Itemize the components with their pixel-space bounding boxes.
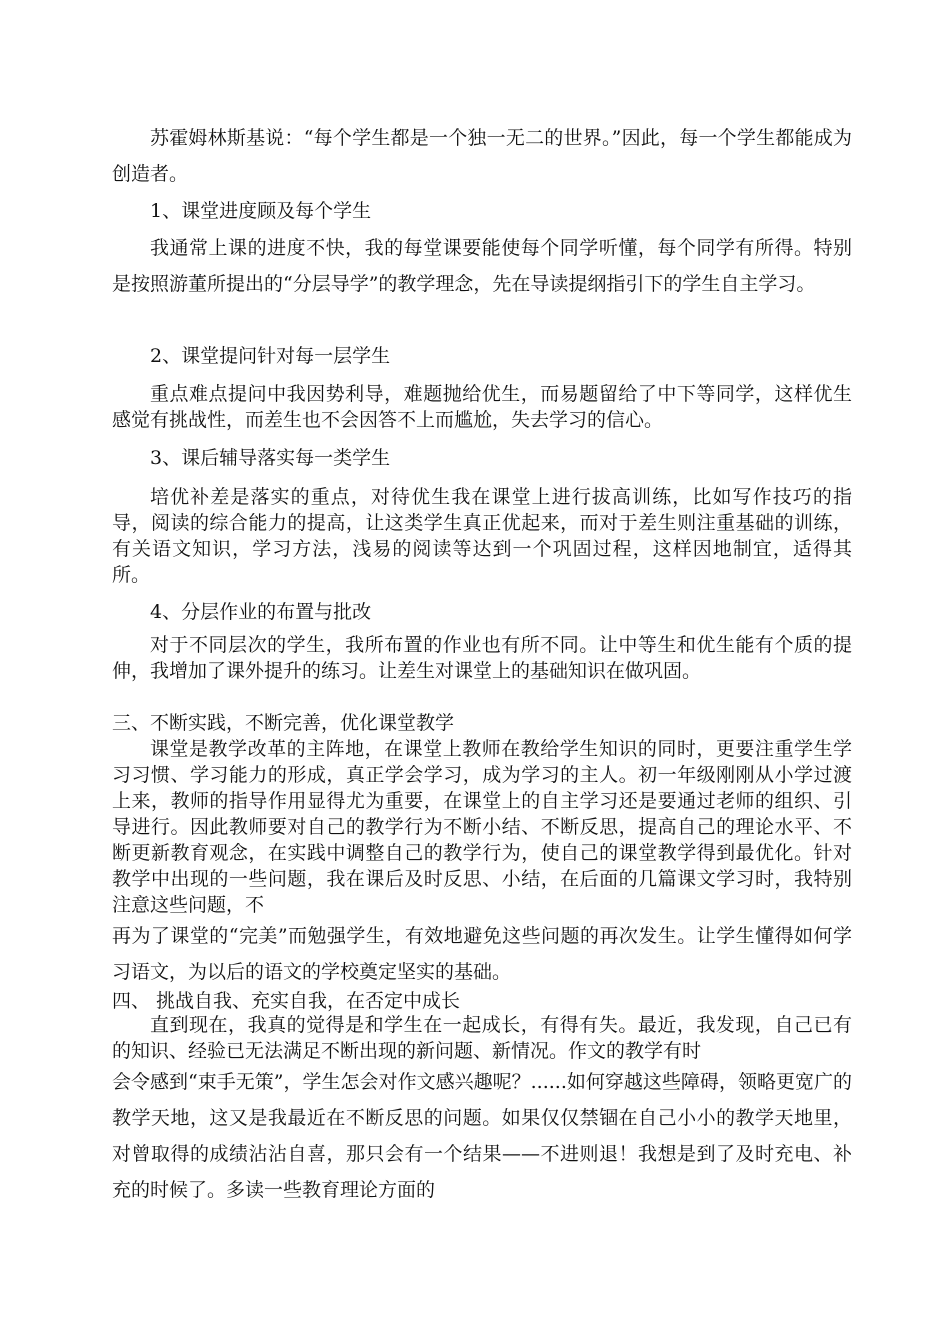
section-heading-4: 四、 挑战自我、充实自我，在否定中成长 [112,990,461,1012]
heading-3: 3、课后辅导落实每一类学生 [150,447,391,469]
paragraph-intro: 苏霍姆林斯基说：“每个学生都是一个独一无二的世界。”因此，每一个学生都能成为创造者。 [112,127,852,185]
paragraph-homework: 对于不同层次的学生，我所布置的作业也有所不同。让中等生和优生能有个质的提伸，我增加了课外提升的练习。让差生对课堂上的基础知识在做巩固。 [112,634,852,682]
paragraph-growth-b: 会令感到“束手无策”，学生怎会对作文感兴趣呢？......如何穿越这些障碍，领略更宽广的教学天地，这又是我最近在不断反思的问题。如果仅仅禁锢在自己小小的教学天地里，对曾取得的成绩沾沾自喜，那只会有一个结果——不进则退！我想是到了及时充电、补充的时候了。多读一些教育理论方面的 [112,1071,852,1201]
heading-4: 4、分层作业的布置与批改 [150,601,372,623]
paragraph-questions: 重点难点提问中我因势利导，难题抛给优生，而易题留给了中下等同学，这样优生感觉有挑战性，而差生也不会因答不上而尴尬，失去学习的信心。 [112,383,852,431]
paragraph-growth-a: 直到现在，我真的觉得是和学生在一起成长，有得有失。最近，我发现，自己已有的知识、经验已无法满足不断出现的新问题、新情况。作文的教学有时 [112,1014,852,1062]
paragraph-practice-a: 课堂是教学改革的主阵地，在课堂上教师在教给学生知识的同时，更要注重学生学习习惯、学习能力的形成，真正学会学习，成为学习的主人。初一年级刚刚从小学过渡上来，教师的指导作用显得尤为重要，在课堂上的自主学习还是要通过老师的组织、引导进行。因此教师要对自己的教学行为不断小结、不断反思，提高自己的理论水平、不断更新教育观念，在实践中调整自己的教学行为，使自己的课堂教学得到最优化。针对教学中出现的一些问题，我在课后及时反思、小结，在后面的几篇课文学习时，我特别注意这些问题，不 [112,738,852,916]
heading-1: 1、课堂进度顾及每个学生 [150,200,372,222]
section-heading-3: 三、不断实践，不断完善，优化课堂教学 [112,712,455,734]
paragraph-progress: 我通常上课的进度不快，我的每堂课要能使每个同学听懂，每个同学有所得。特别是按照游董所提出的“分层导学”的教学理念，先在导读提纲指引下的学生自主学习。 [112,237,852,295]
paragraph-tutoring: 培优补差是落实的重点，对待优生我在课堂上进行拔高训练，比如写作技巧的指导，阅读的综合能力的提高，让这类学生真正优起来，而对于差生则注重基础的训练，有关语文知识，学习方法，浅易的阅读等达到一个巩固过程，这样因地制宜，适得其所。 [112,486,852,586]
paragraph-practice-b: 再为了课堂的“完美”而勉强学生，有效地避免这些问题的再次发生。让学生懂得如何学习语文，为以后的语文的学校奠定坚实的基础。 [112,925,852,983]
heading-2: 2、课堂提问针对每一层学生 [150,345,391,367]
